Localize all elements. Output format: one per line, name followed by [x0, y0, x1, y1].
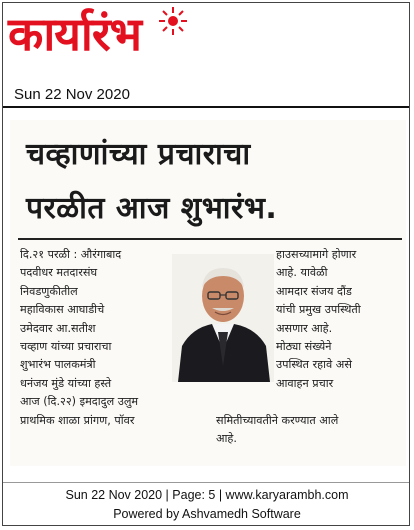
text-line: उपस्थित रहावे असे: [276, 358, 352, 372]
headline-line-1: चव्हाणांच्या प्रचाराचा: [26, 137, 251, 172]
footer-divider: [3, 482, 409, 483]
headline-divider: [18, 238, 402, 240]
headline-line-2: परळीत आज शुभारंभ.: [26, 191, 278, 226]
article-column-bottom: [216, 412, 406, 449]
masthead: [8, 4, 308, 86]
text-line: चव्हाण यांच्या प्रचाराचा: [20, 340, 112, 354]
publish-date: Sun 22 Nov 2020: [14, 86, 130, 103]
text-line: उमेदवार आ.सतीश: [20, 321, 96, 335]
text-line: धनंजय मुंडे यांच्या हस्ते: [20, 376, 112, 390]
article-column-left: [20, 246, 170, 430]
person-portrait-icon: [172, 254, 274, 382]
text-line: शुभारंभ पालकमंत्री: [20, 358, 96, 372]
text-line: निवडणुकीतील: [20, 284, 78, 298]
text-line: दि.२१ परळी : औरंगाबाद: [20, 248, 122, 261]
sun-icon: [158, 6, 188, 36]
text-line: पदवीधर मतदारसंघ: [20, 266, 98, 280]
news-clipping: [10, 120, 406, 466]
text-line: आहे.: [216, 432, 237, 446]
text-line: आमदार संजय दौंड: [276, 284, 352, 298]
header-divider: [3, 106, 409, 108]
logo[interactable]: कार्यारंभ: [8, 7, 141, 61]
text-line: असणार आहे.: [276, 321, 333, 335]
footer-credit: Powered by Ashvamedh Software: [113, 507, 301, 521]
text-line: आज (दि.२२) इमदादुल उलुम: [20, 395, 139, 409]
text-line: आवाहन प्रचार: [276, 376, 334, 390]
footer-info[interactable]: Sun 22 Nov 2020 | Page: 5 | www.karyarambh.com: [65, 488, 349, 502]
text-line: आहे. यावेळी: [276, 266, 328, 280]
text-line: हाउसच्यामागे होणार: [276, 248, 357, 261]
text-line: प्राथमिक शाळा प्रांगण, पॉवर: [20, 413, 135, 427]
portrait-photo: [172, 254, 274, 382]
text-line: समितीच्यावतीने करण्यात आले: [216, 414, 339, 427]
text-line: यांची प्रमुख उपस्थिती: [276, 303, 361, 317]
text-line: मोठ्या संख्येने: [276, 340, 332, 354]
text-line: महाविकास आघाडीचे: [20, 303, 105, 317]
article-column-right: [276, 246, 406, 393]
